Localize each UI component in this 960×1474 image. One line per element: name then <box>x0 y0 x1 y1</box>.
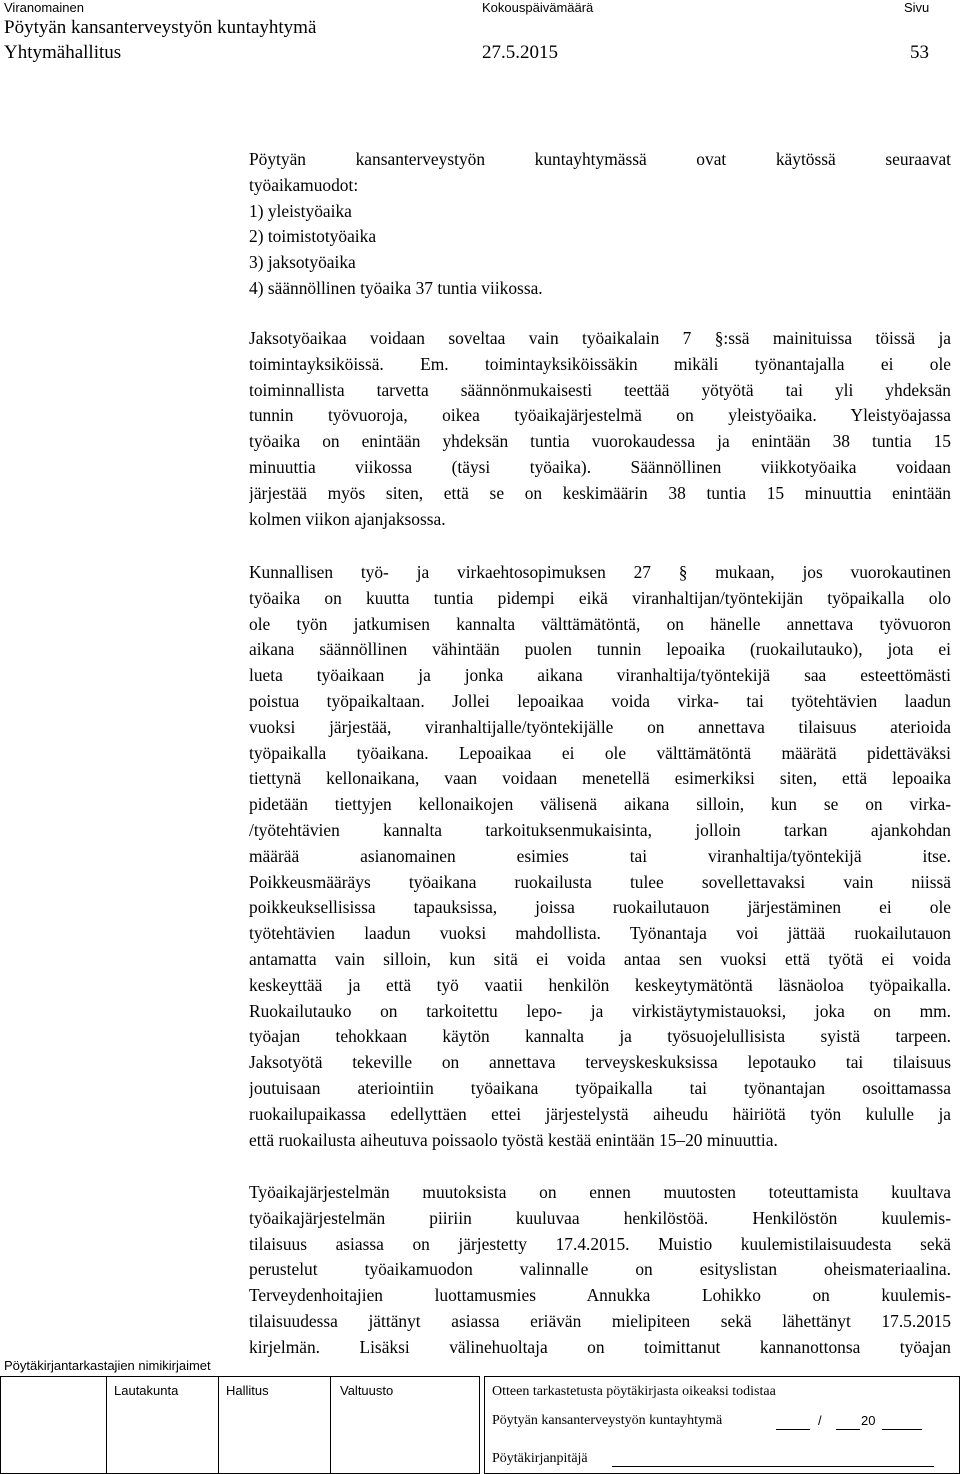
text-line: ruokailupaikassa edellyttäen ettei järjestelystä aiheudu häiriötä työn kululle ja <box>249 1103 951 1124</box>
text-line: järjestää myös siten, että se on keskimäärin 38 tuntia 15 minuuttia enintään <box>249 482 951 503</box>
text-line: lueta työaikaan ja jonka aikana viranhaltija/työntekijä saa esteettömästi <box>249 665 951 686</box>
text-line: vuoksi järjestää, viranhaltijalle/työntekijälle on annettava tilaisuus aterioida <box>249 716 951 737</box>
certification-title: Otteen tarkastetusta pöytäkirjasta oikeaksi todistaa <box>492 1384 776 1399</box>
text-line: /työtehtävien kannalta tarkoituksenmukaisinta, jolloin tarkan ajankohdan <box>249 819 951 840</box>
text-line: määrää asianomainen esimies tai viranhaltija/työntekijä itse. <box>249 845 951 866</box>
column-lautakunta: Lautakunta <box>114 1383 179 1398</box>
text-line: antamatta vain silloin, kun sitä ei voida antaa sen vuoksi että työtä ei voida <box>249 948 951 969</box>
text-line: joutuisaan ateriointiin työaikana työpaikalla tai työnantajan osoittamassa <box>249 1077 951 1098</box>
header-page-value: 53 <box>910 42 929 63</box>
column-valtuusto: Valtuusto <box>340 1383 394 1398</box>
paragraph-period-work-time <box>249 326 951 532</box>
text-line: työajan tehokkaan käytön kannalta ja työsuojelullisista syistä tarpeen. <box>249 1026 951 1047</box>
column-hallitus: Hallitus <box>226 1383 269 1398</box>
date-line-month <box>836 1429 860 1430</box>
header-organization: Pöytyän kansanterveystyön kuntayhtymä <box>4 17 317 38</box>
date-slash: / <box>818 1413 822 1428</box>
paragraph-work-time-forms <box>249 147 951 302</box>
text-line: että ruokailusta aiheutuva poissaolo työstä kestää enintään 15–20 minuuttia. <box>249 1129 778 1150</box>
text-line: tilaisuus asiassa on järjestetty 17.4.2015. Muistio kuulemistilaisuudesta sekä <box>249 1233 951 1254</box>
text-line: 4) säännöllinen työaika 37 tuntia viikossa. <box>249 277 543 298</box>
date-line-year <box>882 1429 922 1430</box>
text-line: kolmen viikon ajanjaksossa. <box>249 508 446 529</box>
text-line: kirjelmän. Lisäksi välinehuoltaja on toimittanut kannanottonsa työajan <box>249 1336 951 1357</box>
header-body: Yhtymähallitus <box>4 42 122 63</box>
certification-keeper: Pöytäkirjanpitäjä <box>492 1451 588 1466</box>
text-line: aikana säännöllinen vähintään puolen tunnin lepoaika (ruokailutauko), jota ei <box>249 639 951 660</box>
signature-divider <box>330 1376 331 1474</box>
text-line: perustelut työaikamuodon valinnalle on esityslistan oheismateriaalina. <box>249 1259 951 1280</box>
certification-organization: Pöytyän kansanterveystyön kuntayhtymä <box>492 1413 723 1428</box>
text-line: poikkeuksellisissa tapauksissa, joissa ruokailutauon järjestäminen ei ole <box>249 897 951 918</box>
header-page-label: Sivu <box>904 0 930 15</box>
text-line: ole työn jatkumisen kannalta välttämätöntä, on hänelle annettava työvuoron <box>249 613 951 634</box>
header-date-label: Kokouspäivämäärä <box>482 0 594 15</box>
text-line: työtehtävien laadun vuoksi mahdollista. Työnantaja voi jättää ruokailutauon <box>249 923 951 944</box>
text-line: työpaikalla työaikana. Lepoaikaa ei ole välttämätöntä määrätä pidettäväksi <box>249 742 951 763</box>
paragraph-meal-break <box>249 560 951 1153</box>
keeper-signature-line <box>612 1466 934 1467</box>
text-line: Poikkeusmääräys työaikana ruokailusta tulee sovellettavaksi vain niissä <box>249 871 951 892</box>
text-line: Työaikajärjestelmän muutoksista on ennen muutosten toteuttamista kuultava <box>249 1182 951 1202</box>
text-line: pidetään tiettyjen kellonaikojen välisenä aikana silloin, kun se on virka- <box>249 794 951 815</box>
signature-divider <box>106 1376 107 1474</box>
text-line: Kunnallisen työ- ja virkaehtosopimuksen 27 § mukaan, jos vuorokautinen <box>249 562 951 582</box>
text-line: keskeyttää ja että työ vaatii henkilön keskeytymätöntä läsnäoloa työpaikalla. <box>249 974 951 995</box>
text-line: 2) toimistotyöaika <box>249 226 377 247</box>
text-line: työaika on kuutta tuntia pidempi eikä viranhaltijan/työntekijän työpaikalla olo <box>249 587 951 608</box>
text-line: poistua työpaikaltaan. Jollei lepoaikaa voida virka- tai työtehtävien laadun <box>249 690 951 711</box>
text-line: toiminnallista tarvetta säännönmukaisesti teettää yötyötä tai yli yhdeksän <box>249 379 951 400</box>
text-line: tiettynä kellonaikana, vaan voidaan menetellä esimerkiksi siten, että lepoaika <box>249 768 951 789</box>
text-line: Jaksotyötä tekeville on annettava terveyskeskuksissa lepotauko tai tilaisuus <box>249 1052 951 1073</box>
date-year: 20 <box>861 1413 876 1428</box>
text-line: toimintayksiköissä. Em. toimintayksiköissäkin mikäli työnantajalla ei ole <box>249 353 951 374</box>
text-line: 3) jaksotyöaika <box>249 252 356 273</box>
signature-divider <box>218 1376 219 1474</box>
text-line: 1) yleistyöaika <box>249 200 352 221</box>
text-line: tilaisuudessa jättänyt asiassa eriävän mielipiteen sekä lähettänyt 17.5.2015 <box>249 1310 951 1331</box>
text-line: työaikamuodot: <box>249 174 359 195</box>
text-line: minuuttia viikossa (täysi työaika). Säännöllinen viikkotyöaika voidaan <box>249 456 951 477</box>
text-line: tunnin työvuoroja, oikea työaikajärjestelmä on yleistyöaika. Yleistyöajassa <box>249 405 951 426</box>
text-line: työaika on enintään yhdeksän tuntia vuorokaudessa ja enintään 38 tuntia 15 <box>249 431 951 452</box>
text-line: Ruokailutauko on tarkoitettu lepo- ja virkistäytymistauoksi, joka on mm. <box>249 1000 951 1021</box>
header-date-value: 27.5.2015 <box>482 42 558 63</box>
text-line: Terveydenhoitajien luottamusmies Annukka Lohikko on kuulemis- <box>249 1285 951 1306</box>
text-line: Jaksotyöaikaa voidaan soveltaa vain työaikalain 7 §:ssä mainituissa töissä ja <box>249 328 951 348</box>
header-author-label: Viranomainen <box>4 0 84 15</box>
paragraph-hearing <box>249 1180 951 1361</box>
signatures-title: Pöytäkirjantarkastajien nimikirjaimet <box>4 1358 211 1373</box>
text-line: Pöytyän kansanterveystyön kuntayhtymässä ovat käytössä seuraavat <box>249 149 951 169</box>
date-line-day <box>776 1429 810 1430</box>
text-line: työaikajärjestelmän piiriin kuuluvaa henkilöstöä. Henkilöstön kuulemis- <box>249 1207 951 1228</box>
